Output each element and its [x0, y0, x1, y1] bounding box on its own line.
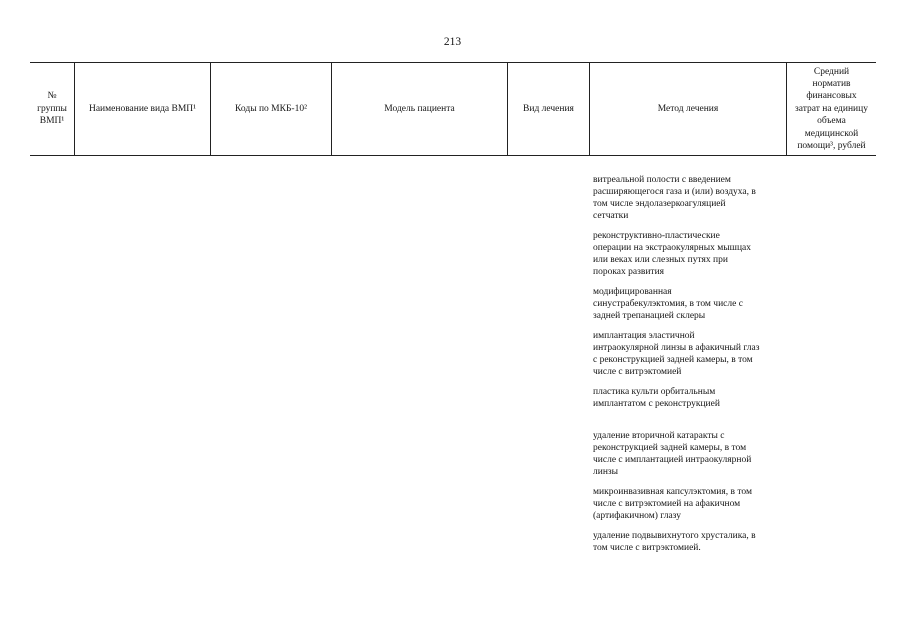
treatment-method-item: удаление вторичной катаракты с реконструкцией задней камеры, в том числе с имплантацией интраокулярной линзы — [593, 431, 752, 477]
treatment-method-item: имплантация эластичной интраокулярной линзы в афакичный глаз с реконструкцией задней камеры, в том числе с витрэктомией — [593, 331, 760, 377]
treatment-method-item: удаление подвывихнутого хрусталика, в том числе с витрэктомией. — [593, 531, 756, 553]
table-header — [30, 62, 876, 156]
treatment-method-column — [593, 174, 785, 562]
treatment-method-item: модифицированная синустрабекулэктомия, в том числе с задней трепанацией склеры — [593, 287, 743, 321]
header-icd-codes: Коды по МКБ-10² — [211, 63, 332, 155]
header-treatment-method: Метод лечения — [590, 63, 787, 155]
treatment-method-item: реконструктивно-пластические операции на экстраокулярных мышцах или веках или слезных путях при пороках развития — [593, 231, 752, 277]
header-vmp-name: Наименование вида ВМП¹ — [75, 63, 211, 155]
treatment-method-item: пластика культи орбитальным имплантатом с реконструкцией — [593, 387, 720, 409]
treatment-method-item: витреальной полости с введением расширяющегося газа и (или) воздуха, в том числе эндолазеркоагуляцией сетчатки — [593, 175, 756, 221]
header-average-cost: Средний норматив финансовых затрат на единицу объема медицинской помощи³, рублей — [795, 66, 868, 152]
header-patient-model: Модель пациента — [332, 63, 508, 155]
page-number: 213 — [443, 36, 462, 48]
treatment-method-item: микроинвазивная капсулэктомия, в том числе с витрэктомией на афакичном (артифакичном) глазу — [593, 487, 752, 521]
header-group-number: № группы ВМП¹ — [30, 63, 75, 155]
header-treatment-type: Вид лечения — [508, 63, 590, 155]
